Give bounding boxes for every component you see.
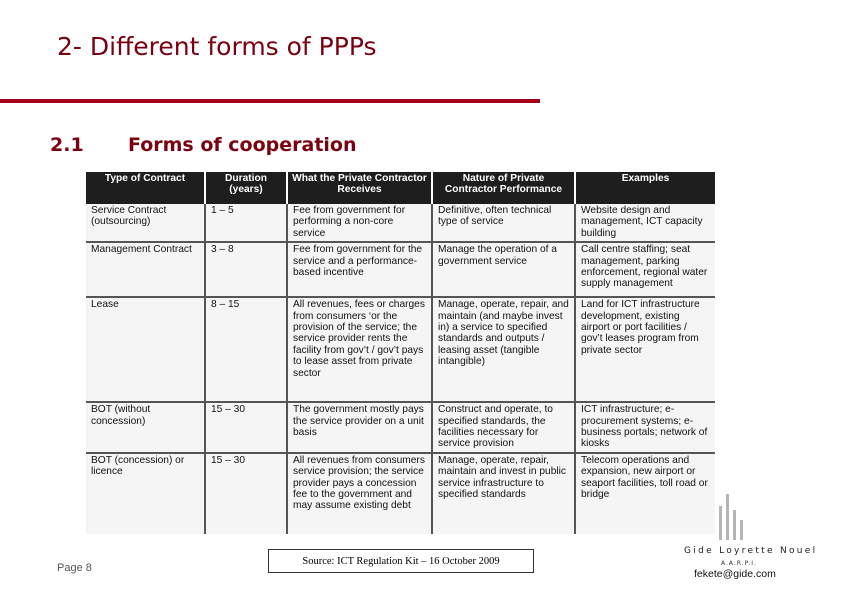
header-examples: Examples (575, 172, 715, 204)
cell-type: BOT (concession) or licence (86, 453, 205, 534)
section-number: 2.1 (50, 134, 84, 156)
cell-receives: All revenues, fees or charges from consumers ‘or the provision of the service; the service provider rents the facility from gov’t / gov’t pays to lease asset from private sector (287, 297, 432, 402)
cell-performance: Manage, operate, repair, maintain and invest in public service infrastructure to specified standards (432, 453, 575, 534)
cell-type: Lease (86, 297, 205, 402)
cell-receives: Fee from government for the service and a performance-based incentive (287, 242, 432, 297)
cell-duration: 15 – 30 (205, 402, 287, 453)
cell-performance: Construct and operate, to specified standards, the facilities necessary for service provision (432, 402, 575, 453)
cell-type: Management Contract (86, 242, 205, 297)
cell-performance: Manage the operation of a government service (432, 242, 575, 297)
title-rule (0, 99, 540, 103)
section-title: Forms of cooperation (128, 134, 357, 156)
table-header-row (86, 172, 715, 204)
source-citation: Source: ICT Regulation Kit – 16 October 2009 (268, 549, 534, 573)
page-number: Page 8 (57, 562, 92, 574)
cell-receives: The government mostly pays the service provider on a unit basis (287, 402, 432, 453)
slide-title: 2- Different forms of PPPs (57, 32, 377, 61)
cell-type: Service Contract (outsourcing) (86, 204, 205, 242)
cell-duration: 15 – 30 (205, 453, 287, 534)
header-type-of-contract: Type of Contract (86, 172, 205, 204)
cell-receives: Fee from government for performing a non-core service (287, 204, 432, 242)
cell-receives: All revenues from consumers service provision; the service provider pays a concession fee to the government and may assume existing debt (287, 453, 432, 534)
cell-examples: ICT infrastructure; e-procurement systems; e-business portals; network of kiosks (575, 402, 715, 453)
cell-performance: Manage, operate, repair, and maintain (and maybe invest in) a service to specified standards and outputs / leasing asset (tangible intangible) (432, 297, 575, 402)
gide-logo-icon (717, 494, 747, 540)
cell-examples: Call centre staffing; seat management, parking enforcement, regional water supply management (575, 242, 715, 297)
cell-examples: Telecom operations and expansion, new airport or seaport facilities, toll road or bridge (575, 453, 715, 534)
cell-performance: Definitive, often technical type of service (432, 204, 575, 242)
contact-email: fekete@gide.com (694, 568, 776, 580)
cell-examples: Website design and management, ICT capacity building (575, 204, 715, 242)
firm-subtitle: A.A.R.P.I. (721, 560, 757, 567)
ppp-forms-table (86, 172, 715, 534)
cell-duration: 1 – 5 (205, 204, 287, 242)
ppp-table-container (86, 172, 715, 534)
header-contractor-receives: What the Private Contractor Receives (287, 172, 432, 204)
table-row (86, 402, 715, 453)
header-contractor-performance: Nature of Private Contractor Performance (432, 172, 575, 204)
table-row (86, 204, 715, 242)
cell-type: BOT (without concession) (86, 402, 205, 453)
table-row (86, 242, 715, 297)
cell-examples: Land for ICT infrastructure development, existing airport or port facilities / gov’t leases program from private sector (575, 297, 715, 402)
table-row (86, 297, 715, 402)
header-duration: Duration (years) (205, 172, 287, 204)
firm-name: Gide Loyrette Nouel (684, 546, 818, 556)
table-row (86, 453, 715, 534)
cell-duration: 8 – 15 (205, 297, 287, 402)
cell-duration: 3 – 8 (205, 242, 287, 297)
